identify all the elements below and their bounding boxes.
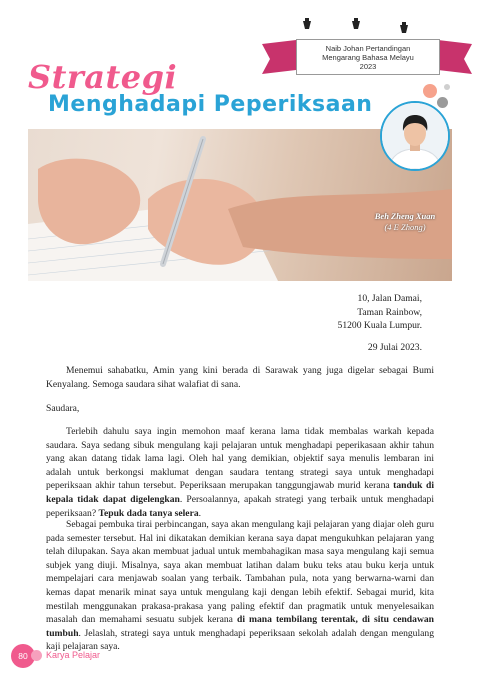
greeting-paragraph: Menemui sahabatku, Amin yang kini berada di Sarawak yang juga digelar sebagai Bumi Kenyalang. Semoga saudara sihat walafiat di sana. (46, 365, 434, 390)
competition-line-3: 2023 (359, 61, 377, 71)
pin-icon (352, 18, 360, 29)
salutation: Saudara, (46, 403, 80, 414)
pin-icon (303, 18, 311, 29)
author-class: (4 E Zhong) (384, 222, 426, 232)
letter-date: 29 Julai 2023. (367, 342, 422, 353)
paragraph-text: Terlebih dahulu saya ingin memohon maaf kerana lama tidak membalas warkah kepada saudara. Saya sedang sibuk mengulang kaji pelajaran untuk menghadapi peperikasaan akhir tahun yang akan datang tidak lama lagi. Oleh hal yang demikian, objektif saya menulis lembaran ini adalah untuk berkongsi maklumat dengan saudara tentang strategi saya untuk menghadapi peperiksaan akhir tahun tersebut. Peperiksaan merupakan tanggungjawab murid kerana (46, 426, 434, 492)
competition-label (296, 39, 440, 75)
author-avatar (380, 101, 450, 171)
author-name: Beh Zheng Xuan (374, 211, 436, 221)
decor-dot (444, 84, 450, 90)
idiom-text: Tepuk dada tanya selera (98, 507, 199, 519)
paragraph-text: . Persoalannya, apakah strategi yang terbaik untuk menghadapi peperiksaan? (46, 493, 434, 519)
address-line: 10, Jalan Damai, (357, 293, 422, 304)
decor-dot (423, 84, 437, 98)
paragraph-text: Sebagai pembuka tirai perbincangan, saya akan mengulang kaji pelajaran yang diajar oleh guru pada semester tersebut. Hal ini dikatakan demikian kerana saya dapat mengukuhkan pelajaran yang telah dilupakan. Saya akan membuat jadual untuk membahagikan masa saya mengulang kaji semua subjek yang diuji. Misalnya, saya akan membuat latihan dalam buku teks atau buku kerja untuk mempelajari cara menjawab soalan yang terbaik. Tambahan pula, nota yang berwarna-warni dan kemas dapat menarik minat saya untuk mengulang kaji dengan lebih efektif. Sebagai murid, kita mestilah menggunakan prakasa-prakasa yang paling efektif dan pragmatik untuk menyelesaikan masalah dan memahami sesuatu subjek kerana (46, 519, 434, 626)
paragraph-1 (46, 425, 434, 520)
idiom-text: tanduk di kepala tidak dapat digelengkan (46, 480, 435, 505)
page-number: 80 (11, 644, 35, 668)
competition-line-2: Mengarang Bahasa Melayu (322, 52, 414, 62)
idiom-text: di mana tembilang terentak, di situ cendawan tumbuh (46, 614, 434, 639)
decor-dot (31, 650, 42, 661)
paragraph-text: . Jelaslah, strategi saya untuk menghadapi peperiksaan sekolah adalah dengan mengulang kaji pelajaran saya. (46, 627, 434, 653)
paragraph-2 (46, 518, 434, 654)
portrait-image (382, 103, 448, 169)
address-line: Taman Rainbow, (357, 306, 422, 318)
paragraph-text: . (198, 507, 202, 519)
page-title: Menghadapi Peperiksaan (48, 92, 373, 117)
decor-dot (437, 97, 448, 108)
section-label: Karya Pelajar (46, 650, 101, 660)
title-script: Strategi (28, 58, 178, 96)
competition-line-1: Naib Johan Pertandingan (325, 43, 411, 53)
sender-address (338, 292, 422, 333)
pin-icon (400, 22, 408, 33)
address-line: 51200 Kuala Lumpur. (337, 320, 422, 331)
